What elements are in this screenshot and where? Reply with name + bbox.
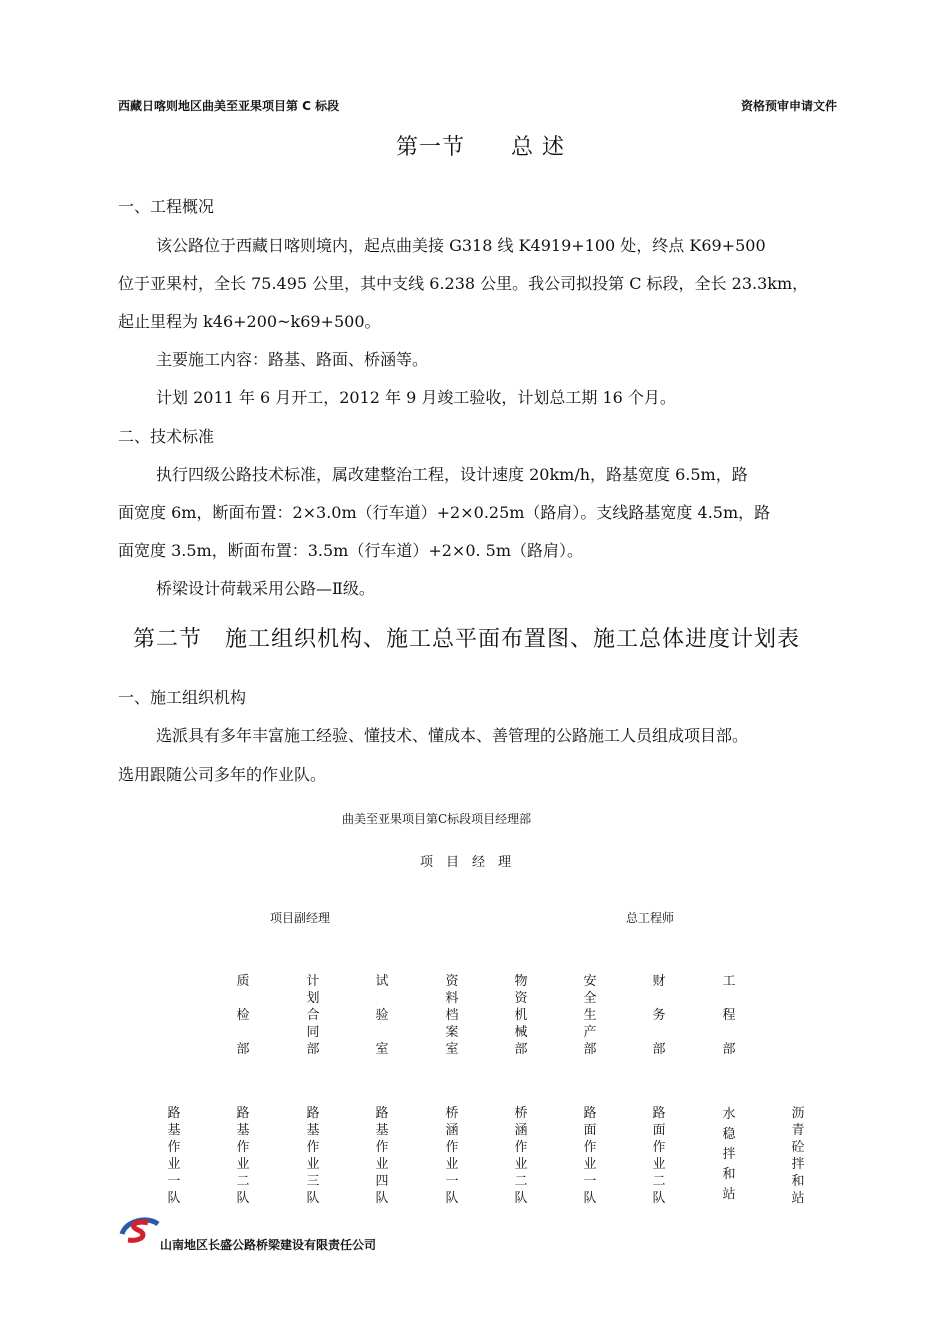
team-char: 三: [306, 1174, 320, 1189]
company-logo: [118, 1214, 162, 1248]
team-char: 路: [167, 1106, 181, 1121]
team-label: [164, 1105, 184, 1207]
team-char: 业: [375, 1157, 389, 1172]
team-char: 涵: [445, 1123, 459, 1138]
team-char: 业: [445, 1157, 459, 1172]
header-left: 西藏日喀则地区曲美至亚果项目第 C 标段: [118, 99, 340, 113]
department-char: 计: [306, 974, 320, 989]
department-label: [511, 973, 531, 1058]
department-char: 验: [375, 1008, 389, 1023]
department-char: 同: [306, 1025, 320, 1040]
department-char: 室: [375, 1042, 389, 1057]
section1-p4-line2: 面宽度 6m，断面布置：2×3.0m（行车道）+2×0.25m（路肩）。支线路基宽度 4.5m，路: [118, 503, 771, 522]
team-char: 作: [652, 1140, 666, 1155]
team-char: 队: [652, 1191, 666, 1206]
department-char: 案: [445, 1025, 459, 1040]
team-char: 基: [236, 1123, 250, 1138]
section2-sub1: 一、施工组织机构: [118, 688, 247, 707]
team-char: 路: [236, 1106, 250, 1121]
department-char: 务: [652, 1008, 666, 1023]
department-char: 生: [583, 1008, 597, 1023]
department-char: [233, 1024, 253, 1041]
team-label: [788, 1105, 808, 1207]
department-char: 部: [514, 1042, 528, 1057]
team-char: 作: [583, 1140, 597, 1155]
team-char: 路: [652, 1106, 666, 1121]
team-label: [303, 1105, 323, 1207]
header-right: 资格预审申请文件: [740, 99, 837, 113]
department-char: 部: [722, 1042, 736, 1057]
section1-p2: 主要施工内容：路基、路面、桥涵等。: [156, 350, 429, 369]
team-char: 基: [375, 1123, 389, 1138]
team-char: 队: [167, 1191, 181, 1206]
department-label: [303, 973, 323, 1058]
team-label: [511, 1105, 531, 1207]
team-char: 队: [583, 1191, 597, 1206]
team-char: 作: [306, 1140, 320, 1155]
team-char: 路: [583, 1106, 597, 1121]
department-char: 资: [514, 991, 528, 1006]
team-char: 作: [514, 1140, 528, 1155]
section2-p1-line2: 选用跟随公司多年的作业队。: [118, 765, 327, 784]
team-char: 作: [445, 1140, 459, 1155]
section1-p4-line1: 执行四级公路技术标准，属改建整治工程，设计速度 20km/h，路基宽度 6.5m，路: [156, 465, 748, 484]
department-char: [719, 990, 739, 1007]
team-char: 砼: [791, 1140, 805, 1155]
team-char: 队: [236, 1191, 250, 1206]
department-char: [649, 990, 669, 1007]
team-char: 队: [514, 1191, 528, 1206]
team-char: 站: [791, 1191, 805, 1206]
team-char: 业: [514, 1157, 528, 1172]
team-char: 作: [375, 1140, 389, 1155]
department-char: 部: [306, 1042, 320, 1057]
department-label: [442, 973, 462, 1058]
team-label: [372, 1105, 392, 1207]
section1-sub1: 一、工程概况: [118, 197, 215, 216]
team-char: 一: [167, 1174, 181, 1189]
section1-p4-line3: 面宽度 3.5m，断面布置：3.5m（行车道）+2×0. 5m（路肩）。: [118, 541, 584, 560]
department-char: [233, 990, 253, 1007]
department-char: 部: [583, 1042, 597, 1057]
team-char: 和: [791, 1174, 805, 1189]
team-char: 业: [236, 1157, 250, 1172]
department-char: 产: [583, 1025, 597, 1040]
team-char: 业: [306, 1157, 320, 1172]
team-char: 队: [445, 1191, 459, 1206]
team-char: 桥: [514, 1106, 528, 1121]
footer-company: 山南地区长盛公路桥梁建设有限责任公司: [160, 1238, 377, 1252]
team-char: 二: [514, 1174, 528, 1189]
team-char: 涵: [514, 1123, 528, 1138]
department-char: 械: [514, 1025, 528, 1040]
org-chart-deputy: 项目副经理: [270, 911, 331, 925]
department-char: 部: [236, 1042, 250, 1057]
section2-p1-line1: 选派具有多年丰富施工经验、懂技术、懂成本、善管理的公路施工人员组成项目部。: [156, 726, 749, 745]
section1-title: 第一节 总 述: [396, 135, 565, 160]
department-char: 财: [652, 974, 666, 989]
department-label: [580, 973, 600, 1058]
department-char: [372, 1024, 392, 1041]
section1-p3: 计划 2011 年 6 月开工，2012 年 9 月竣工验收，计划总工期 16 个月。: [156, 388, 676, 407]
team-char: 水: [722, 1107, 736, 1122]
section1-p5: 桥梁设计荷载采用公路—Ⅱ级。: [156, 579, 375, 598]
team-char: 业: [583, 1157, 597, 1172]
department-char: 安: [583, 974, 597, 989]
department-char: 资: [445, 974, 459, 989]
team-char: 业: [167, 1157, 181, 1172]
team-char: 面: [583, 1123, 597, 1138]
team-label: [442, 1105, 462, 1207]
department-char: 料: [445, 991, 459, 1006]
department-char: [719, 1024, 739, 1041]
department-char: 室: [445, 1042, 459, 1057]
team-char: 作: [167, 1140, 181, 1155]
team-char: 二: [236, 1174, 250, 1189]
section1-p1-line3: 起止里程为 k46+200~k69+500。: [118, 312, 381, 331]
team-char: 业: [652, 1157, 666, 1172]
team-char: 稳: [722, 1127, 736, 1142]
department-char: 划: [306, 991, 320, 1006]
section2-title: 第二节 施工组织机构、施工总平面布置图、施工总体进度计划表: [133, 627, 801, 652]
team-char: 桥: [445, 1106, 459, 1121]
department-char: 工: [722, 974, 736, 989]
department-char: 程: [722, 1008, 736, 1023]
team-char: 站: [722, 1187, 736, 1202]
org-chart-chief-engineer: 总工程师: [626, 911, 675, 925]
team-char: 四: [375, 1174, 389, 1189]
section1-p1-line1: 该公路位于西藏日喀则境内，起点曲美接 G318 线 K4919+100 处，终点 K69+500: [156, 236, 766, 255]
team-char: 基: [167, 1123, 181, 1138]
department-label: [719, 973, 739, 1058]
department-label: [372, 973, 392, 1058]
team-char: 沥: [791, 1106, 805, 1121]
department-char: 检: [236, 1008, 250, 1023]
team-label: [233, 1105, 253, 1207]
department-char: 合: [306, 1008, 320, 1023]
team-char: 队: [375, 1191, 389, 1206]
department-char: 质: [236, 974, 250, 989]
team-char: 路: [306, 1106, 320, 1121]
org-chart-manager: 项 目 经 理: [420, 855, 512, 870]
department-char: 试: [375, 974, 389, 989]
team-char: 基: [306, 1123, 320, 1138]
department-char: 全: [583, 991, 597, 1006]
team-char: 一: [583, 1174, 597, 1189]
department-char: [372, 990, 392, 1007]
team-label: [719, 1105, 739, 1205]
team-char: 一: [445, 1174, 459, 1189]
department-label: [649, 973, 669, 1058]
team-char: 作: [236, 1140, 250, 1155]
section1-p1-line2: 位于亚果村，全长 75.495 公里，其中支线 6.238 公里。我公司拟投第 C 标段，全长 23.3km，: [118, 274, 809, 293]
department-char: [649, 1024, 669, 1041]
team-char: 路: [375, 1106, 389, 1121]
team-char: 二: [652, 1174, 666, 1189]
team-label: [580, 1105, 600, 1207]
department-label: [233, 973, 253, 1058]
team-char: 和: [722, 1167, 736, 1182]
team-label: [649, 1105, 669, 1207]
department-char: 机: [514, 1008, 528, 1023]
department-char: 物: [514, 974, 528, 989]
org-chart-title: 曲美至亚果项目第C标段项目经理部: [342, 812, 532, 826]
team-char: 拌: [722, 1147, 736, 1162]
department-char: 部: [652, 1042, 666, 1057]
team-char: 面: [652, 1123, 666, 1138]
department-char: 档: [445, 1008, 459, 1023]
team-char: 拌: [791, 1157, 805, 1172]
team-char: 队: [306, 1191, 320, 1206]
team-char: 青: [791, 1123, 805, 1138]
section1-sub2: 二、技术标准: [118, 427, 215, 446]
